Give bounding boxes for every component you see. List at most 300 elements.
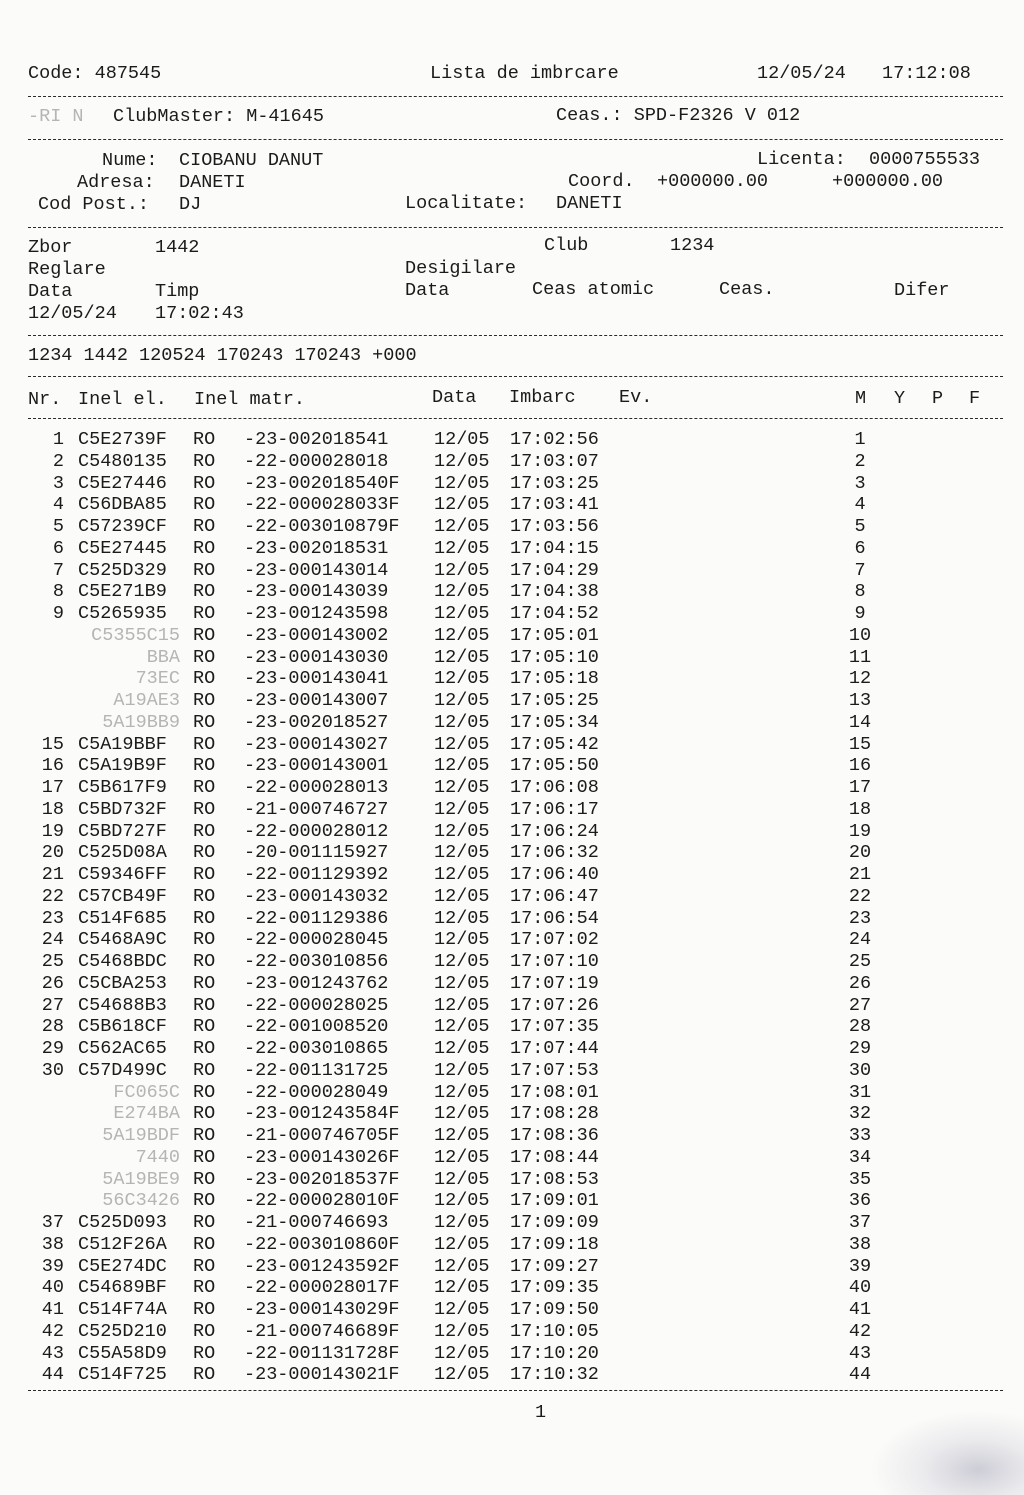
m-column-value: 6 <box>854 537 866 559</box>
electronic-ring: C5265935 <box>78 603 167 624</box>
ring-registration: -22-001008520 <box>244 1016 389 1038</box>
basket-time: 17:08:53 <box>510 1168 599 1190</box>
reglare-date: 12/05/24 <box>28 303 117 324</box>
ring-registration: -22-000028018 <box>244 450 389 472</box>
country-code: RO <box>193 1168 216 1190</box>
electronic-ring: 56C3426 <box>102 1190 180 1212</box>
basket-date: 12/05 <box>434 994 490 1016</box>
country-code: RO <box>193 646 216 668</box>
col-inel-matr: Inel matr. <box>194 389 306 410</box>
separator-line <box>28 227 1003 228</box>
ring-registration: -21-000746693 <box>244 1212 389 1233</box>
row-number: 40 <box>41 1277 64 1299</box>
basket-time: 17:10:05 <box>510 1320 599 1342</box>
ring-registration: -23-001243598 <box>244 603 389 624</box>
basket-time: 17:07:53 <box>510 1059 599 1081</box>
basket-date: 12/05 <box>434 1299 490 1320</box>
electronic-ring: C59346FF <box>78 864 167 885</box>
basket-date: 12/05 <box>434 733 490 755</box>
ring-registration: -23-000143030 <box>244 646 389 668</box>
country-code: RO <box>193 994 216 1016</box>
country-code: RO <box>193 1233 216 1255</box>
basket-date: 12/05 <box>434 646 490 668</box>
m-column-value: 41 <box>848 1299 872 1320</box>
basket-date: 12/05 <box>434 1146 490 1168</box>
col-ev: Ev. <box>619 387 653 408</box>
basket-date: 12/05 <box>434 864 490 885</box>
basket-time: 17:04:29 <box>510 559 599 581</box>
basket-date: 12/05 <box>434 798 490 820</box>
zbor-number: 1442 <box>155 237 200 258</box>
table-row <box>0 712 1024 734</box>
electronic-ring: C54689BF <box>78 1277 167 1299</box>
code-label: Code: 487545 <box>28 63 162 84</box>
basket-time: 17:07:19 <box>510 972 599 994</box>
basketing-table <box>0 429 1024 1386</box>
m-column-value: 39 <box>848 1255 872 1277</box>
ring-registration: -22-001131725 <box>244 1059 389 1081</box>
ring-registration: -22-003010856 <box>244 951 389 972</box>
electronic-ring: C525D210 <box>78 1320 167 1342</box>
m-column-value: 37 <box>848 1212 872 1233</box>
country-code: RO <box>193 798 216 820</box>
basket-time: 17:09:50 <box>510 1299 599 1320</box>
separator-line <box>28 96 1003 97</box>
m-column-value: 14 <box>848 711 872 733</box>
electronic-ring: 5A19BDF <box>102 1125 180 1146</box>
ring-registration: -23-000143027 <box>244 733 389 755</box>
electronic-ring: C525D08A <box>78 842 167 864</box>
row-number: 41 <box>41 1299 64 1320</box>
electronic-ring: 73EC <box>135 668 180 690</box>
basket-date: 12/05 <box>434 1342 490 1364</box>
electronic-ring: C57D499C <box>78 1059 167 1081</box>
country-code: RO <box>193 559 216 581</box>
table-row <box>0 1125 1024 1147</box>
table-row <box>0 1321 1024 1343</box>
basket-time: 17:07:44 <box>510 1038 599 1059</box>
electronic-ring: C56DBA85 <box>78 494 167 516</box>
basket-time: 17:08:01 <box>510 1081 599 1103</box>
table-row <box>0 821 1024 843</box>
col-m: M <box>855 388 867 409</box>
ring-registration: -21-000746689F <box>244 1320 400 1342</box>
electronic-ring: C525D329 <box>78 559 167 581</box>
basket-time: 17:06:08 <box>510 777 599 798</box>
row-number: 3 <box>52 472 64 494</box>
basket-time: 17:02:56 <box>510 429 599 450</box>
table-row <box>0 734 1024 756</box>
country-code: RO <box>193 1190 216 1212</box>
m-column-value: 25 <box>848 951 872 972</box>
print-time: 17:12:08 <box>882 63 971 84</box>
basket-date: 12/05 <box>434 581 490 603</box>
m-column-value: 26 <box>848 972 872 994</box>
electronic-ring: C5CBA253 <box>78 972 167 994</box>
m-column-value: 30 <box>848 1059 872 1081</box>
table-row <box>0 1038 1024 1060</box>
table-row <box>0 1016 1024 1038</box>
owner-name: CIOBANU DANUT <box>179 150 324 171</box>
row-number: 19 <box>41 820 64 842</box>
row-number: 25 <box>41 951 64 972</box>
m-column-value: 29 <box>848 1038 872 1059</box>
table-row <box>0 755 1024 777</box>
basket-date: 12/05 <box>434 755 490 777</box>
country-code: RO <box>193 668 216 690</box>
ring-registration: -23-000143014 <box>244 559 389 581</box>
row-number: 18 <box>41 798 64 820</box>
country-code: RO <box>193 951 216 972</box>
electronic-ring: C5E271B9 <box>78 581 167 603</box>
desigilare-label: Desigilare <box>405 258 517 279</box>
basket-date: 12/05 <box>434 1168 490 1190</box>
electronic-ring: 7440 <box>135 1146 180 1168</box>
country-code: RO <box>193 1255 216 1277</box>
table-row <box>0 799 1024 821</box>
ring-registration: -22-000028010F <box>244 1190 400 1212</box>
electronic-ring: E274BA <box>113 1103 180 1125</box>
country-code: RO <box>193 1299 216 1320</box>
basket-date: 12/05 <box>434 951 490 972</box>
ring-registration: -23-002018531 <box>244 537 389 559</box>
ring-registration: -22-003010860F <box>244 1233 400 1255</box>
basket-time: 17:09:35 <box>510 1277 599 1299</box>
ring-registration: -23-000143041 <box>244 668 389 690</box>
basket-time: 17:03:41 <box>510 494 599 516</box>
basket-time: 17:07:35 <box>510 1016 599 1038</box>
coord-y: +000000.00 <box>832 171 944 192</box>
separator-line <box>28 335 1003 336</box>
electronic-ring: C5E2739F <box>78 429 167 450</box>
country-code: RO <box>193 450 216 472</box>
summary-line: 1234 1442 120524 170243 170243 +000 <box>28 345 417 366</box>
data-label: Data <box>28 281 73 302</box>
row-number: 15 <box>41 733 64 755</box>
country-code: RO <box>193 820 216 842</box>
m-column-value: 17 <box>848 777 872 798</box>
basket-time: 17:04:15 <box>510 537 599 559</box>
basket-date: 12/05 <box>434 1081 490 1103</box>
row-number: 2 <box>52 450 64 472</box>
separator-line <box>28 1390 1003 1391</box>
table-row <box>0 451 1024 473</box>
table-row <box>0 603 1024 625</box>
table-row <box>0 494 1024 516</box>
row-number: 9 <box>52 603 64 624</box>
m-column-value: 23 <box>848 907 872 929</box>
m-column-value: 16 <box>848 755 872 777</box>
coord-x: +000000.00 <box>657 171 769 192</box>
m-column-value: 18 <box>848 798 872 820</box>
owner-postcode: DJ <box>179 194 202 215</box>
timp-label: Timp <box>155 281 200 302</box>
basket-date: 12/05 <box>434 1255 490 1277</box>
basket-time: 17:06:54 <box>510 907 599 929</box>
electronic-ring: A19AE3 <box>113 690 180 711</box>
basket-date: 12/05 <box>434 516 490 537</box>
electronic-ring: C5BD732F <box>78 798 167 820</box>
ring-registration: -23-000143001 <box>244 755 389 777</box>
electronic-ring: C5355C15 <box>91 624 180 646</box>
table-row <box>0 690 1024 712</box>
licence-number: 0000755533 <box>869 149 981 170</box>
table-row <box>0 886 1024 908</box>
electronic-ring: C57239CF <box>78 516 167 537</box>
locality-label: Localitate: <box>405 193 528 214</box>
row-number: 29 <box>41 1038 64 1059</box>
ring-registration: -23-000143007 <box>244 690 389 711</box>
basket-date: 12/05 <box>434 842 490 864</box>
ring-registration: -23-002018541 <box>244 429 389 450</box>
table-row <box>0 560 1024 582</box>
country-code: RO <box>193 690 216 711</box>
basket-time: 17:04:38 <box>510 581 599 603</box>
m-column-value: 2 <box>854 450 866 472</box>
table-row <box>0 1147 1024 1169</box>
m-column-value: 36 <box>848 1190 872 1212</box>
m-column-value: 33 <box>848 1125 872 1146</box>
coord-label: Coord. <box>568 171 635 192</box>
m-column-value: 3 <box>854 472 866 494</box>
m-column-value: 19 <box>848 820 872 842</box>
ring-registration: -23-000143029F <box>244 1299 400 1320</box>
row-number: 37 <box>41 1212 64 1233</box>
basket-time: 17:05:50 <box>510 755 599 777</box>
basket-time: 17:10:20 <box>510 1342 599 1364</box>
country-code: RO <box>193 624 216 646</box>
separator-line <box>28 376 1003 377</box>
row-number: 39 <box>41 1255 64 1277</box>
zbor-label: Zbor <box>28 237 73 258</box>
m-column-value: 28 <box>848 1016 872 1038</box>
basket-time: 17:06:32 <box>510 842 599 864</box>
row-number: 6 <box>52 537 64 559</box>
country-code: RO <box>193 755 216 777</box>
ring-registration: -22-000028049 <box>244 1081 389 1103</box>
basket-time: 17:06:17 <box>510 798 599 820</box>
m-column-value: 43 <box>848 1342 872 1364</box>
basket-date: 12/05 <box>434 885 490 907</box>
m-column-value: 7 <box>854 559 866 581</box>
m-column-value: 38 <box>848 1233 872 1255</box>
ring-registration: -22-003010879F <box>244 516 400 537</box>
ring-registration: -23-002018540F <box>244 472 400 494</box>
row-number: 7 <box>52 559 64 581</box>
ring-registration: -22-001129386 <box>244 907 389 929</box>
ring-registration: -22-001131728F <box>244 1342 400 1364</box>
col-y: Y <box>894 388 906 409</box>
row-number: 44 <box>41 1364 64 1386</box>
country-code: RO <box>193 1038 216 1059</box>
basket-time: 17:10:32 <box>510 1364 599 1386</box>
country-code: RO <box>193 1277 216 1299</box>
basket-date: 12/05 <box>434 537 490 559</box>
basket-time: 17:05:42 <box>510 733 599 755</box>
club-label: Club <box>544 235 589 256</box>
basket-time: 17:03:25 <box>510 472 599 494</box>
electronic-ring: C562AC65 <box>78 1038 167 1059</box>
country-code: RO <box>193 1016 216 1038</box>
ring-registration: -23-000143002 <box>244 624 389 646</box>
club-number: 1234 <box>670 235 715 256</box>
basket-date: 12/05 <box>434 1059 490 1081</box>
col-inel-el: Inel el. <box>78 389 167 410</box>
electronic-ring: C5A19BBF <box>78 733 167 755</box>
basket-date: 12/05 <box>434 624 490 646</box>
country-code: RO <box>193 733 216 755</box>
basket-date: 12/05 <box>434 972 490 994</box>
electronic-ring: C514F685 <box>78 907 167 929</box>
country-code: RO <box>193 1342 216 1364</box>
basket-date: 12/05 <box>434 1038 490 1059</box>
table-row <box>0 929 1024 951</box>
basket-date: 12/05 <box>434 1364 490 1386</box>
ring-registration: -22-000028025 <box>244 994 389 1016</box>
row-number: 4 <box>52 494 64 516</box>
basket-date: 12/05 <box>434 450 490 472</box>
basket-date: 12/05 <box>434 1125 490 1146</box>
m-column-value: 35 <box>848 1168 872 1190</box>
table-row <box>0 842 1024 864</box>
ring-registration: -21-000746727 <box>244 798 389 820</box>
ring-registration: -23-001243584F <box>244 1103 400 1125</box>
basket-date: 12/05 <box>434 820 490 842</box>
basket-time: 17:09:09 <box>510 1212 599 1233</box>
table-row <box>0 429 1024 451</box>
basket-date: 12/05 <box>434 690 490 711</box>
table-row <box>0 1103 1024 1125</box>
country-code: RO <box>193 711 216 733</box>
document-title: Lista de imbrcare <box>430 63 619 84</box>
ring-registration: -22-000028013 <box>244 777 389 798</box>
clubmaster-id: ClubMaster: M-41645 <box>113 106 324 127</box>
country-code: RO <box>193 929 216 951</box>
country-code: RO <box>193 1125 216 1146</box>
desigilare-data-label: Data <box>405 280 450 301</box>
row-number: 5 <box>52 516 64 537</box>
basket-date: 12/05 <box>434 668 490 690</box>
system-prefix: -RI N <box>28 106 84 127</box>
table-row <box>0 1299 1024 1321</box>
col-f: F <box>969 388 981 409</box>
electronic-ring: C512F26A <box>78 1233 167 1255</box>
basket-date: 12/05 <box>434 711 490 733</box>
ring-registration: -23-000143021F <box>244 1364 400 1386</box>
page-number: 1 <box>535 1402 547 1423</box>
basket-time: 17:05:10 <box>510 646 599 668</box>
print-date: 12/05/24 <box>757 63 846 84</box>
electronic-ring: C525D093 <box>78 1212 167 1233</box>
ceas-atomic-label: Ceas atomic <box>532 279 655 300</box>
table-row <box>0 973 1024 995</box>
table-row <box>0 864 1024 886</box>
owner-locality: DANETI <box>556 193 623 214</box>
electronic-ring: C5468BDC <box>78 951 167 972</box>
m-column-value: 12 <box>848 668 872 690</box>
basket-time: 17:06:47 <box>510 885 599 907</box>
country-code: RO <box>193 472 216 494</box>
table-row <box>0 995 1024 1017</box>
electronic-ring: C5468A9C <box>78 929 167 951</box>
owner-address: DANETI <box>179 172 246 193</box>
m-column-value: 27 <box>848 994 872 1016</box>
m-column-value: 42 <box>848 1320 872 1342</box>
country-code: RO <box>193 603 216 624</box>
basket-date: 12/05 <box>434 603 490 624</box>
electronic-ring: C514F74A <box>78 1299 167 1320</box>
basket-time: 17:06:40 <box>510 864 599 885</box>
country-code: RO <box>193 777 216 798</box>
ring-registration: -23-002018537F <box>244 1168 400 1190</box>
electronic-ring: C5E27446 <box>78 472 167 494</box>
country-code: RO <box>193 907 216 929</box>
m-column-value: 32 <box>848 1103 872 1125</box>
basket-time: 17:08:28 <box>510 1103 599 1125</box>
col-nr: Nr. <box>28 389 62 410</box>
separator-line <box>28 139 1003 140</box>
basket-time: 17:09:01 <box>510 1190 599 1212</box>
table-row <box>0 1060 1024 1082</box>
row-number: 21 <box>41 864 64 885</box>
ring-registration: -23-000143039 <box>244 581 389 603</box>
m-column-value: 22 <box>848 885 872 907</box>
table-row <box>0 647 1024 669</box>
col-p: P <box>932 388 944 409</box>
electronic-ring: C5B617F9 <box>78 777 167 798</box>
country-code: RO <box>193 1081 216 1103</box>
country-code: RO <box>193 429 216 450</box>
m-column-value: 4 <box>854 494 866 516</box>
row-number: 28 <box>41 1016 64 1038</box>
m-column-value: 31 <box>848 1081 872 1103</box>
ring-registration: -22-000028033F <box>244 494 400 516</box>
basket-date: 12/05 <box>434 472 490 494</box>
table-row <box>0 951 1024 973</box>
electronic-ring: BBA <box>146 646 180 668</box>
m-column-value: 5 <box>854 516 866 537</box>
basket-time: 17:07:02 <box>510 929 599 951</box>
table-row <box>0 625 1024 647</box>
country-code: RO <box>193 972 216 994</box>
basket-time: 17:05:25 <box>510 690 599 711</box>
basket-time: 17:05:18 <box>510 668 599 690</box>
electronic-ring: C5BD727F <box>78 820 167 842</box>
table-row <box>0 538 1024 560</box>
country-code: RO <box>193 1320 216 1342</box>
basket-time: 17:06:24 <box>510 820 599 842</box>
ceas-label: Ceas. <box>719 279 775 300</box>
ring-registration: -23-001243592F <box>244 1255 400 1277</box>
col-imbarc: Imbarc <box>509 387 576 408</box>
country-code: RO <box>193 842 216 864</box>
basket-time: 17:08:44 <box>510 1146 599 1168</box>
country-code: RO <box>193 1103 216 1125</box>
ring-registration: -22-000028045 <box>244 929 389 951</box>
electronic-ring: C54688B3 <box>78 994 167 1016</box>
country-code: RO <box>193 864 216 885</box>
m-column-value: 40 <box>848 1277 872 1299</box>
ink-smudge <box>870 1410 1024 1495</box>
ring-registration: -20-001115927 <box>244 842 389 864</box>
table-row <box>0 1169 1024 1191</box>
country-code: RO <box>193 1212 216 1233</box>
table-row <box>0 1190 1024 1212</box>
reglare-label: Reglare <box>28 259 106 280</box>
row-number: 38 <box>41 1233 64 1255</box>
country-code: RO <box>193 1146 216 1168</box>
basket-date: 12/05 <box>434 1016 490 1038</box>
